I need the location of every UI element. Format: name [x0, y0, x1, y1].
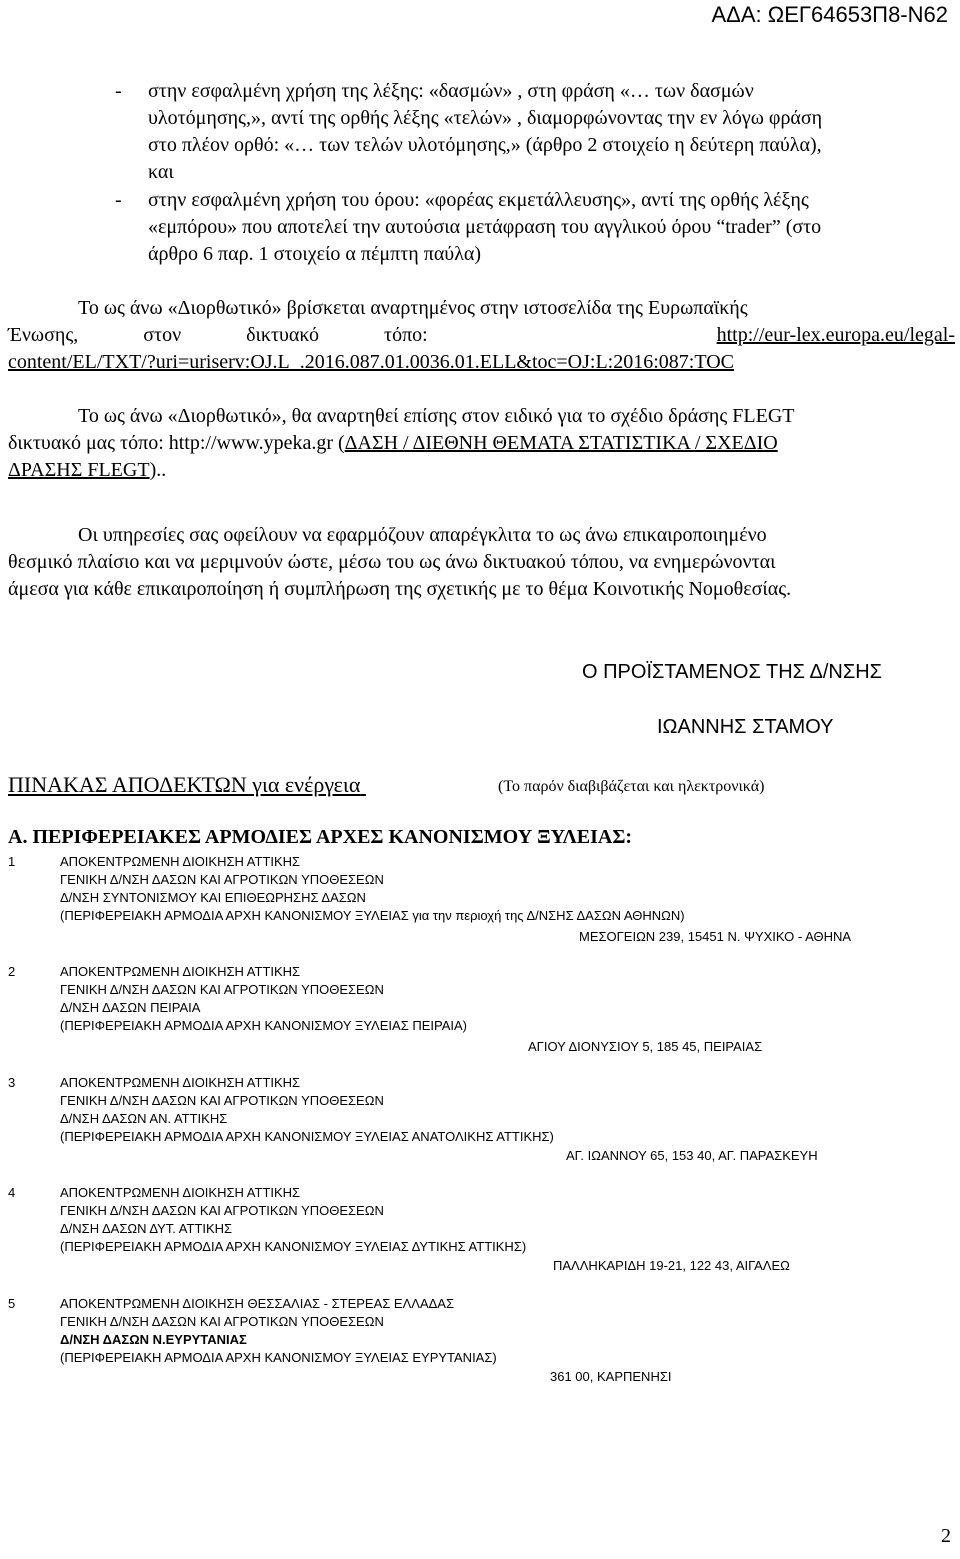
recipient-line: (ΠΕΡΙΦΕΡΕΙΑΚΗ ΑΡΜΟΔΙΑ ΑΡΧΗ ΚΑΝΟΝΙΣΜΟΥ ΞΥΛΕΙΑΣ ΕΥΡΥΤΑΝΙΑΣ) — [60, 1350, 497, 1365]
bullet-line: και — [148, 161, 174, 183]
recipient-line: ΓΕΝΙΚΗ Δ/ΝΣΗ ΔΑΣΩΝ ΚΑΙ ΑΓΡΟΤΙΚΩΝ ΥΠΟΘΕΣΕΩΝ — [60, 1314, 384, 1329]
page-number: 2 — [941, 1525, 951, 1547]
bullet-line: στην εσφαλμένη χρήση της λέξης: «δασμών» , στη φράση «… των δασμών — [148, 80, 754, 102]
paragraph-text: ).. — [149, 459, 167, 481]
recipient-line: Δ/ΝΣΗ ΔΑΣΩΝ ΑΝ. ΑΤΤΙΚΗΣ — [60, 1111, 228, 1126]
ypeka-path-link-continued[interactable]: ΔΡΑΣΗΣ FLEGT — [8, 459, 150, 481]
bullet-line: άρθρο 6 παρ. 1 στοιχείο α πέμπτη παύλα) — [148, 243, 482, 265]
signature-name: ΙΩΑΝΝΗΣ ΣΤΑΜΟΥ — [657, 716, 834, 738]
ada-code: ΑΔΑ: ΩΕΓ64653Π8-Ν62 — [711, 2, 948, 27]
paragraph-line: άμεσα για κάθε επικαιροποίηση ή συμπλήρωση της σχετικής με το θέμα Κοινοτικής Νομοθεσίας. — [8, 578, 792, 600]
recipient-address: 361 00, ΚΑΡΠΕΝΗΣΙ — [550, 1369, 672, 1384]
section-a-heading: Α. ΠΕΡΙΦΕΡΕΙΑΚΕΣ ΑΡΜΟΔΙΕΣ ΑΡΧΕΣ ΚΑΝΟΝΙΣΜΟΥ ΞΥΛΕΙΑΣ: — [8, 826, 633, 848]
bullet-dash: - — [115, 189, 122, 211]
recipient-address: ΜΕΣΟΓΕΙΩΝ 239, 15451 Ν. ΨΥΧΙΚΟ - ΑΘΗΝΑ — [579, 929, 852, 944]
recipient-line: ΑΠΟΚΕΝΤΡΩΜΕΝΗ ΔΙΟΙΚΗΣΗ ΑΤΤΙΚΗΣ — [60, 1075, 301, 1090]
ypeka-path-link[interactable]: ΔΑΣΗ / ΔΙΕΘΝΗ ΘΕΜΑΤΑ ΣΤΑΤΙΣΤΙΚΑ / ΣΧΕΔΙΟ — [344, 432, 778, 454]
recipients-title: ΠΙΝΑΚΑΣ ΑΠΟΔΕΚΤΩΝ για ενέργεια — [8, 772, 361, 797]
recipients-heading — [8, 772, 382, 798]
paragraph-line: θεσμικό πλαίσιο και να μεριμνούν ώστε, μέσω του ως άνω δικτυακού τόπου, να ενημερώνονται — [8, 551, 776, 573]
paragraph-line — [8, 351, 734, 374]
bullet-line: υλοτόμησης,», αντί της ορθής λέξης «τελών» , διαμορφώνοντας την εν λόγω φράση — [148, 107, 823, 129]
recipient-line: ΓΕΝΙΚΗ Δ/ΝΣΗ ΔΑΣΩΝ ΚΑΙ ΑΓΡΟΤΙΚΩΝ ΥΠΟΘΕΣΕΩΝ — [60, 872, 384, 887]
paragraph-line: Το ως άνω «Διορθωτικό», θα αναρτηθεί επίσης στον ειδικό για το σχέδιο δράσης FLEGT — [78, 405, 795, 427]
heading-underline-gap — [360, 772, 382, 798]
recipient-number: 3 — [8, 1075, 16, 1090]
recipient-number: 4 — [8, 1185, 16, 1200]
paragraph-line — [8, 324, 955, 347]
recipient-line: (ΠΕΡΙΦΕΡΕΙΑΚΗ ΑΡΜΟΔΙΑ ΑΡΧΗ ΚΑΝΟΝΙΣΜΟΥ ΞΥΛΕΙΑΣ ΔΥΤΙΚΗΣ ΑΤΤΙΚΗΣ) — [60, 1239, 527, 1254]
paragraph-text: δικτυακό μας τόπο: http://www.ypeka.gr ( — [8, 432, 345, 454]
recipient-line: ΓΕΝΙΚΗ Δ/ΝΣΗ ΔΑΣΩΝ ΚΑΙ ΑΓΡΟΤΙΚΩΝ ΥΠΟΘΕΣΕΩΝ — [60, 1093, 384, 1108]
paragraph-line: Το ως άνω «Διορθωτικό» βρίσκεται αναρτημένος στην ιστοσελίδα της Ευρωπαϊκής — [78, 297, 748, 319]
recipient-address: ΑΓ. ΙΩΑΝΝΟΥ 65, 153 40, ΑΓ. ΠΑΡΑΣΚΕΥΗ — [566, 1148, 818, 1163]
signature-title: Ο ΠΡΟΪΣΤΑΜΕΝΟΣ ΤΗΣ Δ/ΝΣΗΣ — [582, 661, 883, 683]
recipient-line: Δ/ΝΣΗ ΔΑΣΩΝ ΠΕΙΡΑΙΑ — [60, 1000, 201, 1015]
recipients-note: (Το παρόν διαβιβάζεται και ηλεκτρονικά) — [498, 778, 765, 795]
recipient-address: ΠΑΛΛΗΚΑΡΙΔΗ 19-21, 122 43, ΑΙΓΑΛΕΩ — [553, 1258, 790, 1273]
recipient-address: ΑΓΙΟΥ ΔΙΟΝΥΣΙΟΥ 5, 185 45, ΠΕΙΡΑΙΑΣ — [528, 1039, 763, 1054]
recipient-line: ΓΕΝΙΚΗ Δ/ΝΣΗ ΔΑΣΩΝ ΚΑΙ ΑΓΡΟΤΙΚΩΝ ΥΠΟΘΕΣΕΩΝ — [60, 982, 384, 997]
recipient-line: Δ/ΝΣΗ ΔΑΣΩΝ Ν.ΕΥΡΥΤΑΝΙΑΣ — [60, 1332, 247, 1347]
paragraph-text: Ένωσης, στον δικτυακό τόπο: — [8, 324, 428, 346]
paragraph-line — [8, 432, 778, 455]
paragraph-line — [8, 459, 166, 482]
eurlex-link-continued[interactable]: content/EL/TXT/?uri=uriserv:OJ.L_.2016.087.01.0036.01.ELL&toc=OJ:L:2016:087:TOC — [8, 351, 734, 373]
bullet-line: στο πλέον ορθό: «… των τελών υλοτόμησης,» (άρθρο 2 στοιχείο η δεύτερη παύλα), — [148, 134, 822, 156]
recipient-line: (ΠΕΡΙΦΕΡΕΙΑΚΗ ΑΡΜΟΔΙΑ ΑΡΧΗ ΚΑΝΟΝΙΣΜΟΥ ΞΥΛΕΙΑΣ ΑΝΑΤΟΛΙΚΗΣ ΑΤΤΙΚΗΣ) — [60, 1129, 554, 1144]
recipient-line: ΑΠΟΚΕΝΤΡΩΜΕΝΗ ΔΙΟΙΚΗΣΗ ΘΕΣΣΑΛΙΑΣ - ΣΤΕΡΕΑΣ ΕΛΛΑΔΑΣ — [60, 1296, 455, 1311]
recipient-line: (ΠΕΡΙΦΕΡΕΙΑΚΗ ΑΡΜΟΔΙΑ ΑΡΧΗ ΚΑΝΟΝΙΣΜΟΥ ΞΥΛΕΙΑΣ ΠΕΙΡΑΙΑ) — [60, 1018, 468, 1033]
recipient-line: ΑΠΟΚΕΝΤΡΩΜΕΝΗ ΔΙΟΙΚΗΣΗ ΑΤΤΙΚΗΣ — [60, 1185, 301, 1200]
eurlex-link[interactable]: http://eur-lex.europa.eu/legal- — [716, 324, 955, 346]
recipient-line: ΑΠΟΚΕΝΤΡΩΜΕΝΗ ΔΙΟΙΚΗΣΗ ΑΤΤΙΚΗΣ — [60, 964, 301, 979]
recipient-line: ΑΠΟΚΕΝΤΡΩΜΕΝΗ ΔΙΟΙΚΗΣΗ ΑΤΤΙΚΗΣ — [60, 854, 301, 869]
recipient-number: 5 — [8, 1296, 16, 1311]
recipient-line: ΓΕΝΙΚΗ Δ/ΝΣΗ ΔΑΣΩΝ ΚΑΙ ΑΓΡΟΤΙΚΩΝ ΥΠΟΘΕΣΕΩΝ — [60, 1203, 384, 1218]
recipient-line: Δ/ΝΣΗ ΔΑΣΩΝ ΔΥΤ. ΑΤΤΙΚΗΣ — [60, 1221, 233, 1236]
recipient-number: 2 — [8, 964, 16, 979]
bullet-line: στην εσφαλμένη χρήση του όρου: «φορέας εκμετάλλευσης», αντί της ορθής λέξης — [148, 189, 809, 211]
bullet-line: «εμπόρου» που αποτελεί την αυτούσια μετάφραση του αγγλικού όρου “trader” (στο — [148, 216, 822, 238]
recipient-line: Δ/ΝΣΗ ΣΥΝΤΟΝΙΣΜΟΥ ΚΑΙ ΕΠΙΘΕΩΡΗΣΗΣ ΔΑΣΩΝ — [60, 890, 366, 905]
recipient-line: (ΠΕΡΙΦΕΡΕΙΑΚΗ ΑΡΜΟΔΙΑ ΑΡΧΗ ΚΑΝΟΝΙΣΜΟΥ ΞΥΛΕΙΑΣ για την περιοχή της Δ/ΝΣΗΣ ΔΑΣΩΝ ΑΘΗΝΩΝ) — [60, 908, 685, 923]
paragraph-line: Οι υπηρεσίες σας οφείλουν να εφαρμόζουν απαρέγκλιτα το ως άνω επικαιροποιημένο — [78, 524, 767, 546]
bullet-dash: - — [115, 80, 122, 102]
recipient-number: 1 — [8, 854, 16, 869]
